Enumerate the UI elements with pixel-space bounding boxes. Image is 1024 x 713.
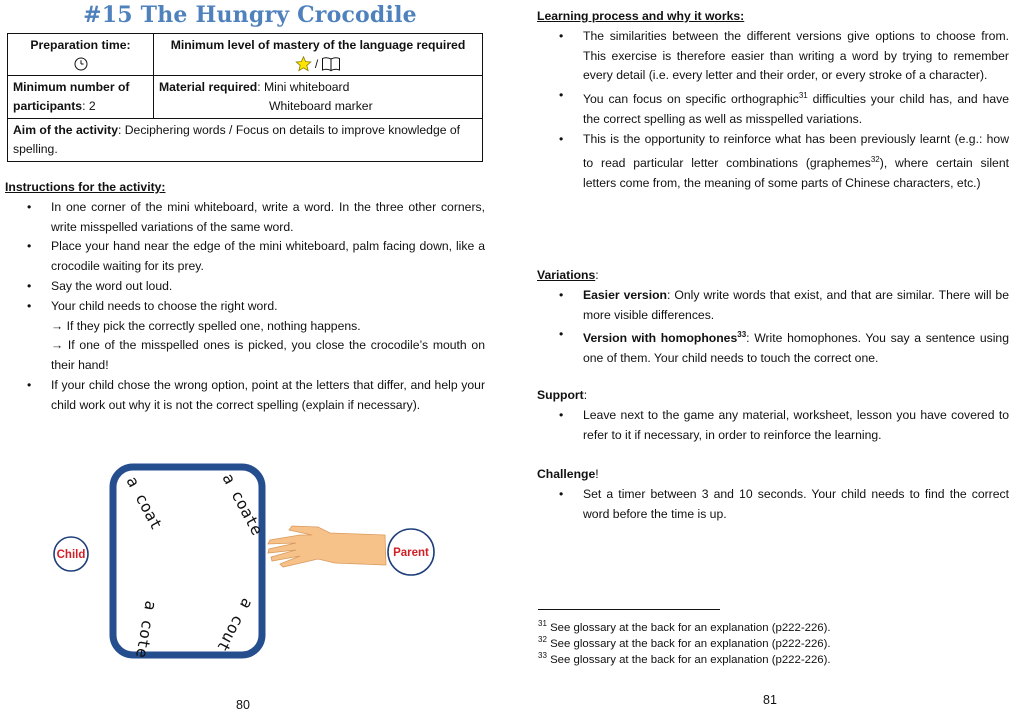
instruction-item: [5, 297, 485, 376]
word-top-right: a coate: [218, 469, 267, 539]
instruction-text: Your child needs to choose the right word.: [51, 298, 278, 313]
activity-title: #15 The Hungry Crocodile: [83, 2, 417, 28]
clock-icon: [74, 57, 88, 71]
child-label: Child: [56, 549, 86, 561]
challenge-heading: Challenge: [537, 467, 596, 481]
crocodile-game-diagram: [0, 455, 512, 680]
aim-cell: [8, 119, 483, 162]
instruction-subitem: → If they pick the correctly spelled one, nothing happens.: [51, 318, 361, 333]
variation-item: [537, 286, 1009, 326]
instructions-heading: Instructions for the activity:: [5, 180, 166, 194]
footnote-mark: 33: [538, 651, 547, 660]
challenge-list: [537, 485, 1009, 525]
learning-text: You can focus on specific orthographic: [583, 92, 799, 107]
footnote-ref: 32: [870, 154, 880, 164]
book-icon: [321, 56, 341, 72]
challenge-section: Challenge! • Set a timer between 3 and 10 seconds. Your child needs to find the correct word before the time is up.: [537, 465, 1009, 524]
variations-section: Variations: • Easier version: Only write words that exist, and that are similar. There will be more visible differences. • Version with homophones$^{33}$: Write homophones. You say a sentence using one of them. Your child needs to touch the correct one.: [537, 266, 1009, 369]
footnote-text: See glossary at the back for an explanation (p222-226).: [550, 653, 831, 666]
learning-section: [537, 7, 1009, 193]
word-bottom-right: a cout: [213, 595, 258, 656]
material-cell: [154, 76, 483, 119]
variation-text: : Only write words that exist, and that are similar. There will be more visible differences.: [583, 287, 1009, 322]
hand-icon: [268, 526, 386, 567]
footnote-ref: 33: [737, 330, 747, 340]
footnote-mark: 32: [538, 635, 547, 644]
learning-text: difficulties your child has, and have the correct spelling as well as misspelled variations.: [583, 92, 1009, 127]
support-heading: Support: [537, 388, 584, 402]
instruction-item: • Place your hand near the edge of the mini whiteboard, palm facing down, like a crocodile waiting for its prey.: [5, 237, 485, 277]
min-participants-value: : 2: [82, 99, 96, 113]
instructions-list: [5, 198, 485, 416]
footnote-mark: 31: [538, 619, 547, 628]
min-participants-cell: [8, 76, 154, 119]
footnote-text: See glossary at the back for an explanation (p222-226).: [550, 637, 831, 650]
variation-label: Version with homophones: [583, 331, 738, 346]
variation-text: : Write homophones. You say a sentence using one of them. Your child needs to touch the correct one.: [583, 331, 1009, 366]
footnote-ref: 31: [798, 91, 808, 101]
word-bottom-left: a cote: [132, 599, 161, 660]
instruction-item: • In one corner of the mini whiteboard, write a word. In the three other corners, write misspelled variations of the same word.: [5, 198, 485, 238]
footnote-divider: [538, 609, 720, 610]
prep-time-label: Preparation time:: [30, 38, 131, 52]
parent-label: Parent: [393, 547, 429, 559]
learning-text: This is the opportunity to reinforce what has been previously learnt (e.g.: how to read particular letter combinations (graphemes: [583, 131, 1009, 170]
footnote-33: [538, 648, 831, 668]
variations-heading: Variations: [537, 268, 596, 282]
star-icon: [295, 56, 312, 72]
learning-list: [537, 27, 1009, 194]
learning-item: [537, 130, 1009, 193]
learning-text: ), where certain silent letters come from, the meaning of some parts of Chinese characters, etc.): [583, 155, 1009, 190]
learning-heading: Learning process and why it works:: [537, 9, 745, 23]
mastery-cell: Minimum level of mastery of the language required /: [154, 34, 483, 76]
instruction-item: • If your child chose the wrong option, point at the letters that differ, and help your child work out why it is not the correct spelling (explain if necessary).: [5, 376, 485, 416]
variation-label: Easier version: [583, 287, 667, 302]
material-label: Material required: [159, 80, 258, 94]
support-item: • Leave next to the game any material, worksheet, lesson you have covered to refer to it if necessary, in order to reinforce the learning.: [537, 406, 1009, 446]
instruction-subitem: → If one of the misspelled ones is picked, you close the crocodile’s mouth on their hand!: [51, 338, 485, 373]
material-item-2: Whiteboard marker: [269, 99, 373, 113]
mastery-label: Minimum level of mastery of the language required: [170, 38, 466, 52]
variations-list: [537, 286, 1009, 369]
learning-item: • The similarities between the different versions give options to choose from. This exercise is therefore easier than writing a word by trying to remember every detail (i.e. every letter and their order, or every stroke of a character).: [537, 27, 1009, 86]
challenge-item: • Set a timer between 3 and 10 seconds. Your child needs to find the correct word before the time is up.: [537, 485, 1009, 525]
learning-item: [537, 86, 1009, 130]
page-number-right: 81: [763, 693, 777, 707]
footnote-text: See glossary at the back for an explanation (p222-226).: [550, 621, 831, 634]
instruction-item: • Say the word out loud.: [5, 277, 485, 297]
support-section: Support: • Leave next to the game any material, worksheet, lesson you have covered to refer to it if necessary, in order to reinforce the learning.: [537, 386, 1009, 445]
aim-value: : Deciphering words / Focus on details to improve knowledge of spelling.: [13, 123, 461, 156]
prep-time-cell: [8, 34, 154, 76]
support-list: [537, 406, 1009, 446]
word-top-left: a coat: [122, 472, 167, 533]
variation-item: [537, 325, 1009, 369]
instructions-section: [5, 178, 485, 416]
material-item-1: : Mini whiteboard: [257, 80, 350, 94]
activity-info-table: [7, 33, 483, 162]
min-participants-label: Minimum number of participants: [13, 80, 130, 113]
page-number-left: 80: [236, 698, 250, 712]
aim-label: Aim of the activity: [13, 123, 118, 137]
